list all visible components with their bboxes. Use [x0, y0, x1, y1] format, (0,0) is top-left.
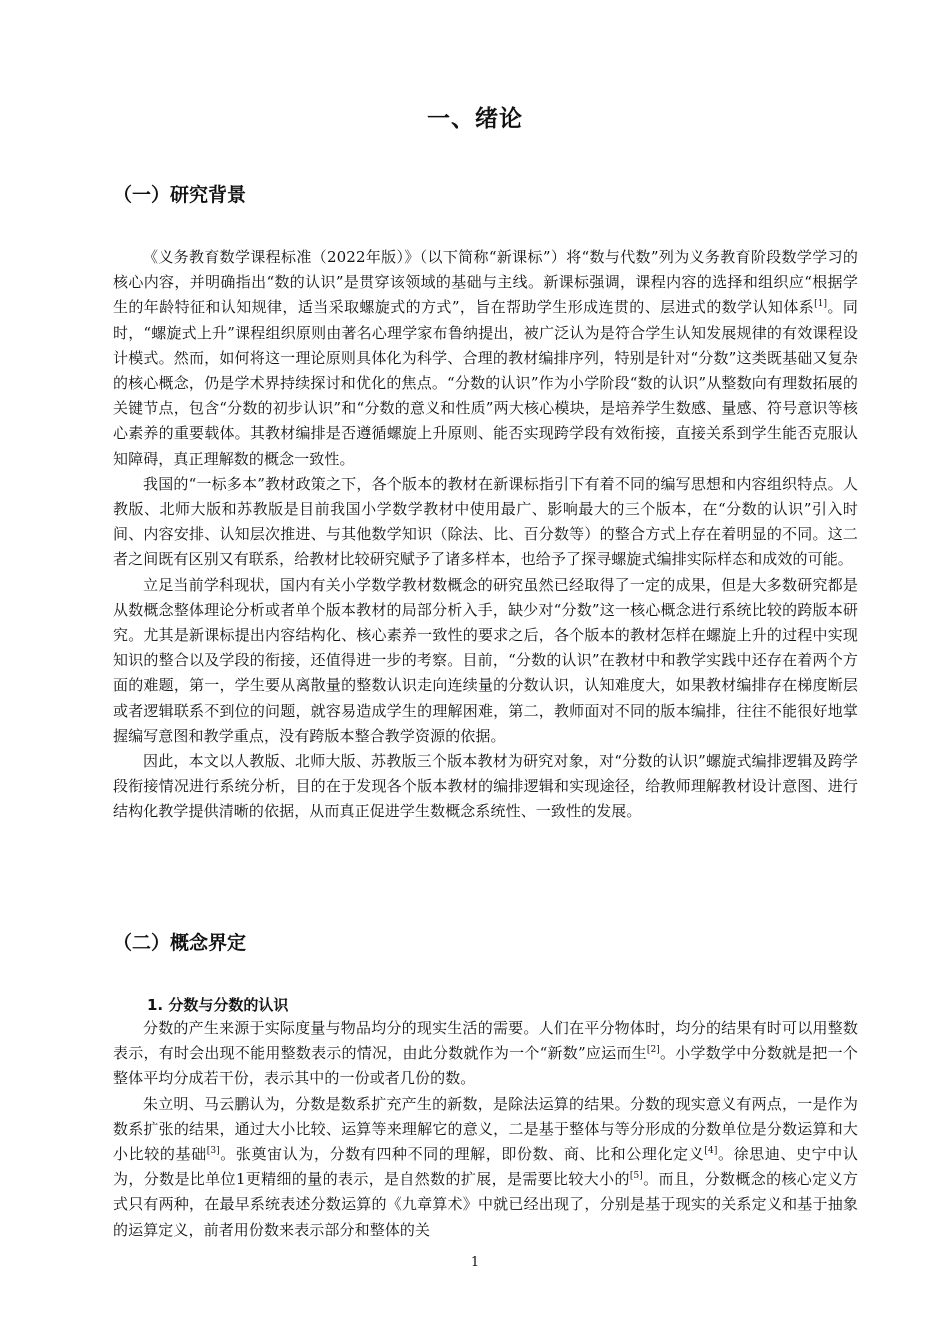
citation-ref[interactable]: [5] — [629, 1171, 643, 1182]
citation-ref[interactable]: [3] — [206, 1146, 220, 1157]
background-body — [113, 245, 858, 825]
subsection-heading: 1. 分数与分数的认识 — [147, 996, 289, 1014]
paragraph: 因此，本文以人教版、北师大版、苏教版三个版本教材为研究对象，对“分数的认识”螺旋式编排逻辑及跨学段衔接情况进行系统分析，目的在于发现各个版本教材的编排逻辑和实现途径，给教师理解教材设计意图、进行结构化教学提供清晰的依据，从而真正促进学生数概念系统性、一致性的发展。 — [113, 752, 858, 821]
citation-ref[interactable]: [2] — [646, 1045, 660, 1056]
concepts-body — [113, 1016, 858, 1243]
citation-ref[interactable]: [1] — [814, 299, 828, 310]
section-heading-background: （一）研究背景 — [113, 184, 247, 206]
paragraph: 朱立明、马云鹏认为，分数是数系扩充产生的新数，是除法运算的结果。分数的现实意义有两点，一是作为数系扩张的结果，通过大小比较、运算等来理解它的意义，二是基于整体与等分形成的分数单位是分数运算和大小比较的基础[3]。张奠宙认为，分数有四种不同的理解，即份数、商、比和公理化定义[4]。徐思迪、史宁中认为，分数是比单位1更精细的量的表示，是自然数的扩展，是需要比较大小的[5]。而且，分数概念的核心定义方式只有两种，在最早系统表述分数运算的《九章算术》中就已经出现了，分别是基于现实的关系定义和基于抽象的运算定义，前者用份数来表示部分和整体的关 — [113, 1094, 858, 1239]
page-number: 1 — [470, 1255, 480, 1270]
chapter-title: 一、绪论 — [427, 106, 523, 132]
paragraph: 分数的产生来源于实际度量与物品均分的现实生活的需要。人们在平分物体时，均分的结果有时可以用整数表示，有时会出现不能用整数表示的情况，由此分数就作为一个“新数”应运而生[2]。小学数学中分数就是把一个整体平均分成若干份，表示其中的一份或者几份的数。 — [113, 1019, 858, 1088]
paragraph: 《义务教育数学课程标准（2022年版）》（以下简称“新课标”）将“数与代数”列为义务教育阶段数学学习的核心内容，并明确指出“数的认识”是贯穿该领域的基础与主线。新课标强调，课程内容的选择和组织应“根据学生的年龄特征和认知规律，适当采取螺旋式的方式”，旨在帮助学生形成连贯的、层进式的数学认知体系[1]。同时，“螺旋式上升”课程组织原则由著名心理学家布鲁纳提出，被广泛认为是符合学生认知发展规律的有效课程设计模式。然而，如何将这一理论原则具体化为科学、合理的教材编排序列，特别是针对“分数”这类既基础又复杂的核心概念，仍是学术界持续探讨和优化的焦点。“分数的认识”作为小学阶段“数的认识”从整数向有理数拓展的关键节点，包含“分数的初步认识”和“分数的意义和性质”两大核心模块，是培养学生数感、量感、符号意识等核心素养的重要载体。其教材编排是否遵循螺旋上升原则、能否实现跨学段有效衔接，直接关系到学生能否克服认知障碍，真正理解数的概念一致性。 — [113, 248, 858, 468]
section-heading-concepts: （二）概念界定 — [113, 932, 247, 954]
citation-ref[interactable]: [4] — [704, 1146, 718, 1157]
paragraph: 我国的“一标多本”教材政策之下，各个版本的教材在新课标指引下有着不同的编写思想和内容组织特点。人教版、北师大版和苏教版是目前我国小学数学教材中使用最广、影响最大的三个版本，在“分数的认识”引入时间、内容安排、认知层次推进、与其他数学知识（除法、比、百分数等）的整合方式上存在着明显的不同。这二者之间既有区别又有联系，给教材比较研究赋予了诸多样本，也给予了探寻螺旋式编排实际样态和成效的可能。 — [113, 474, 858, 569]
paragraph: 立足当前学科现状，国内有关小学数学教材数概念的研究虽然已经取得了一定的成果，但是大多数研究都是从数概念整体理论分析或者单个版本教材的局部分析入手，缺少对“分数”这一核心概念进行系统比较的跨版本研究。尤其是新课标提出内容结构化、核心素养一致性的要求之后，各个版本的教材怎样在螺旋上升的过程中实现知识的整合以及学段的衔接，还值得进一步的考察。目前，“分数的认识”在教材中和教学实践中还存在着两个方面的难题，第一，学生要从离散量的整数认识走向连续量的分数认识，认知难度大，如果教材编排存在梯度断层或者逻辑联系不到位的问题，就容易造成学生的理解困难，第二，教师面对不同的版本编排，往往不能很好地掌握编写意图和教学重点，没有跨版本整合教学资源的依据。 — [113, 575, 858, 745]
